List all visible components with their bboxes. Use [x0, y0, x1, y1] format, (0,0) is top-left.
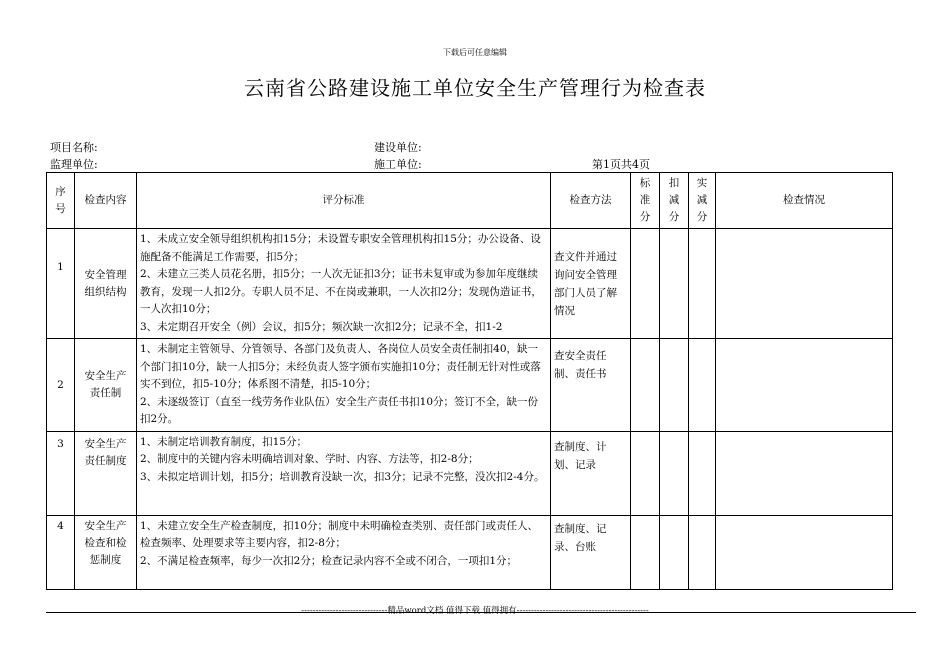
row-actual[interactable] [689, 339, 716, 432]
header-seq: 序 号 [47, 173, 75, 229]
construction-unit-label: 建设单位: [374, 141, 422, 154]
table-row [47, 431, 893, 515]
header-deduct: 扣 减 分 [660, 173, 689, 229]
row-situation[interactable] [716, 515, 893, 589]
row-content: 安全生产 检查和检 惩制度 [75, 515, 137, 589]
project-name-label: 项目名称: [50, 141, 98, 154]
row-method: 查制度、计划、记录 [551, 431, 631, 515]
row-standard: 1、未建立安全生产检查制度，扣10分；制度中未明确检查类别、责任部门或责任人、检查频率、处理要求等主要内容，扣2-8分； 2、不满足检查频率，每少一次扣2分；检查记录内容不全或不闭合，一项扣1分； [137, 515, 551, 589]
row-method: 查安全责任制、责任书 [551, 339, 631, 432]
header-std-score: 标 准 分 [631, 173, 660, 229]
table-row [47, 515, 893, 589]
row-content: 安全生产 责任制 [75, 339, 137, 432]
header-standard: 评分标准 [137, 173, 551, 229]
row-actual[interactable] [689, 515, 716, 589]
row-std-score[interactable] [631, 515, 660, 589]
row-standard: 1、未制定主管领导、分管领导、各部门及负责人、各岗位人员安全责任制扣40，缺一个部门扣10分，缺一人扣5分；未经负责人签字颁布实施扣10分；责任制无针对性或落实不到位，扣5-10分；体系图不清楚，扣5-10分； 2、未逐级签订（直至一线劳务作业队伍）安全生产责任书扣10分；签订不全，缺一份扣2分。 [137, 339, 551, 432]
header-content: 检查内容 [75, 173, 137, 229]
supervision-unit-label: 监理单位: [50, 158, 98, 171]
row-actual[interactable] [689, 229, 716, 339]
row-method: 查文件并通过询问安全管理部门人员了解情况 [551, 229, 631, 339]
row-standard: 1、未制定培训教育制度，扣15分； 2、制度中的关键内容未明确培训对象、学时、内容、方法等，扣2-8分； 3、未拟定培训计划，扣5分；培训教育没缺一次，扣3分；记录不完整，没次扣2-4分。 [137, 431, 551, 515]
row-std-score[interactable] [631, 339, 660, 432]
row-situation[interactable] [716, 431, 893, 515]
row-seq: 1 [47, 229, 75, 339]
row-actual[interactable] [689, 431, 716, 515]
row-seq: 4 [47, 515, 75, 589]
row-content: 安全管理 组织结构 [75, 229, 137, 339]
page-footer: ------------------------------精品word文档 值得下载 值得拥有---------------------------------------------- [301, 606, 649, 616]
table-row [47, 339, 893, 432]
header-situation: 检查情况 [716, 173, 893, 229]
row-std-score[interactable] [631, 431, 660, 515]
row-seq: 3 [47, 431, 75, 515]
header-actual: 实 减 分 [689, 173, 716, 229]
table-row [47, 229, 893, 339]
row-situation[interactable] [716, 339, 893, 432]
contractor-unit-label: 施工单位: [374, 158, 422, 171]
row-content: 安全生产 责任制度 [75, 431, 137, 515]
row-deduct[interactable] [660, 339, 689, 432]
footer-divider [46, 612, 916, 613]
row-deduct[interactable] [660, 229, 689, 339]
row-standard: 1、未成立安全领导组织机构扣15分；未设置专职安全管理机构扣15分；办公设备、设施配备不能满足工作需要，扣5分； 2、未建立三类人员花名册，扣5分；一人次无证扣3分；证书未复审或为参加年度继续教育，发现一人扣2分。专职人员不足、不在岗或兼职，一人次扣2分；发现伪造证书，一人次扣10分； 3、未定期召开安全（例）会议，扣5分；频次缺一次扣2分；记录不全，扣1-2 [137, 229, 551, 339]
header-method: 检查方法 [551, 173, 631, 229]
inspection-table [46, 172, 893, 590]
row-std-score[interactable] [631, 229, 660, 339]
row-deduct[interactable] [660, 515, 689, 589]
row-seq: 2 [47, 339, 75, 432]
row-deduct[interactable] [660, 431, 689, 515]
table-header-row [47, 173, 893, 229]
row-method: 查制度、记录、台账 [551, 515, 631, 589]
page-title: 云南省公路建设施工单位安全生产管理行为检查表 [244, 76, 706, 100]
row-situation[interactable] [716, 229, 893, 339]
page-info: 第1页共4页 [592, 158, 650, 171]
header-note: 下载后可任意编辑 [443, 48, 507, 57]
